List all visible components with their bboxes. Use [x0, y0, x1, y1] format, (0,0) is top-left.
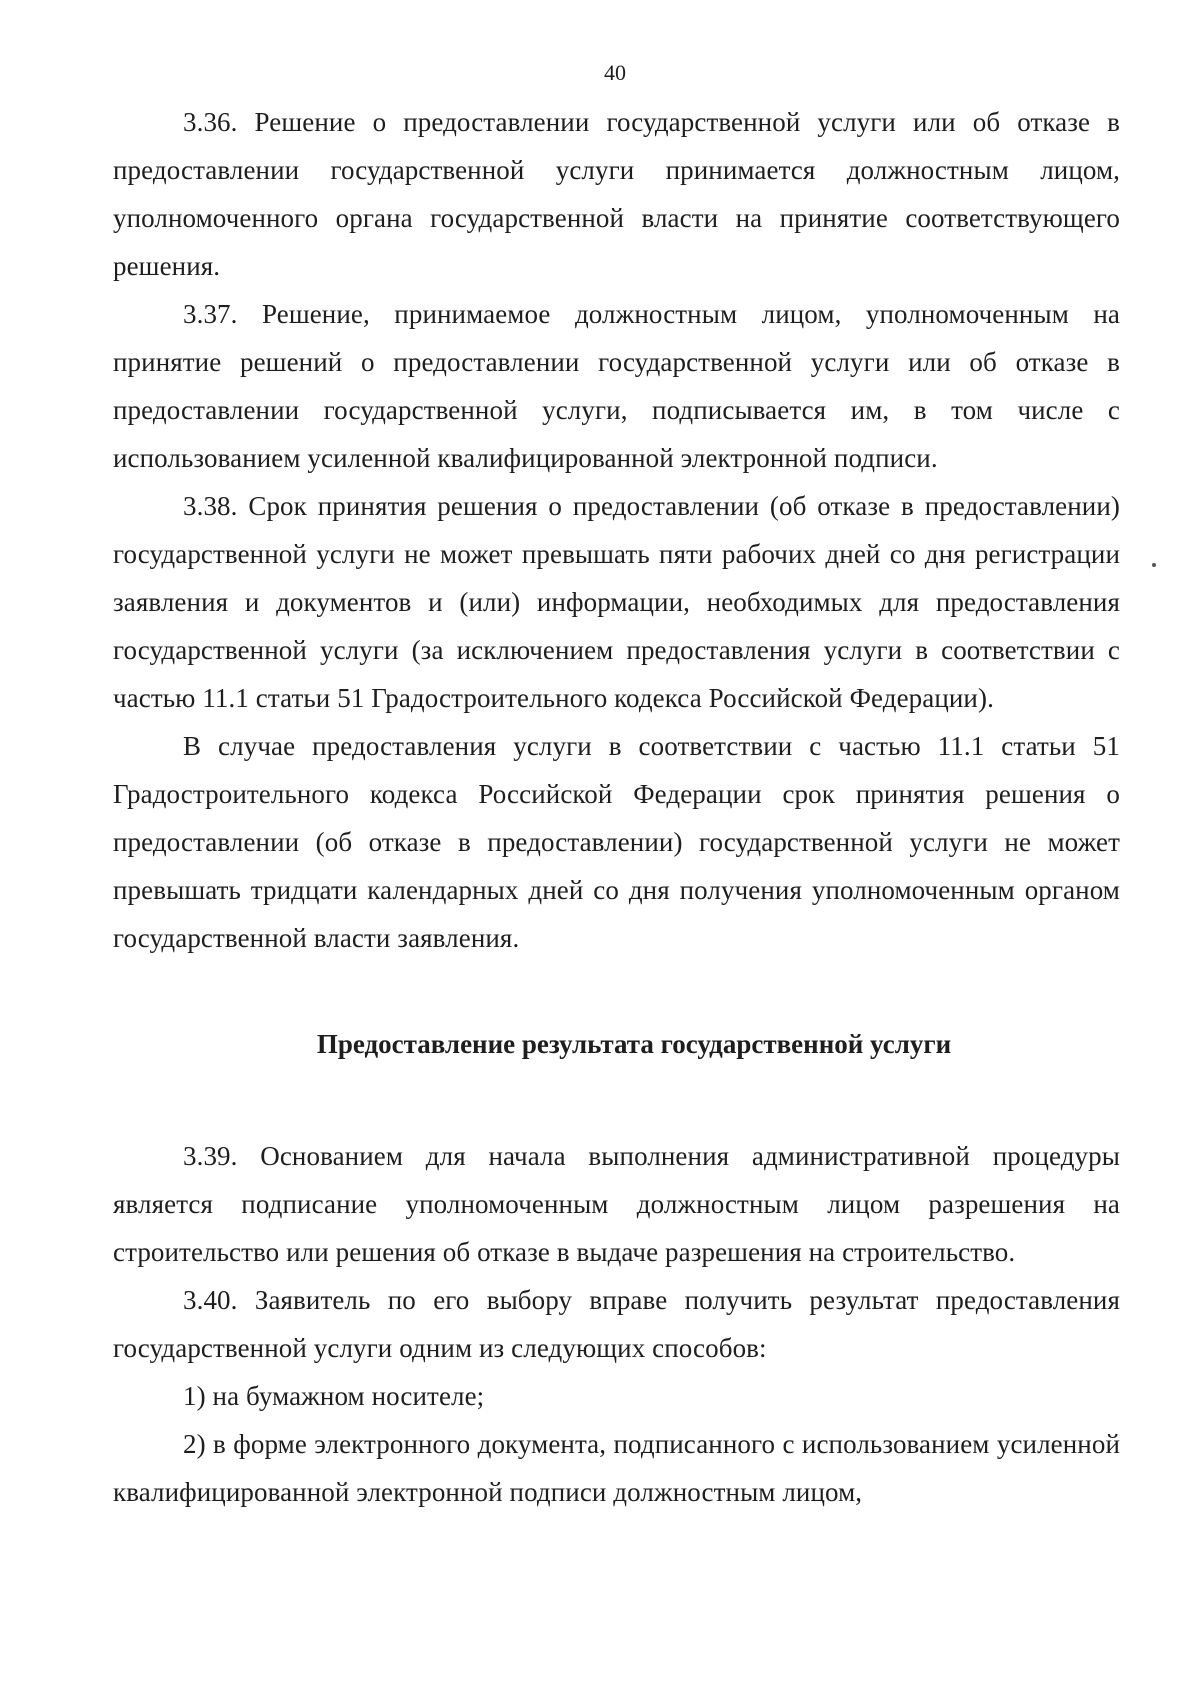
paragraph-3-39: 3.39. Основанием для начала выполнения административной процедуры является подписание уполномоченным должностным лицом разрешения на строительство или решения об отказе в выдаче разрешения на строительство. — [113, 1141, 1120, 1267]
list-item-paper: 1) на бумажном носителе; — [183, 1381, 485, 1411]
document-body — [113, 98, 1120, 1516]
scan-speck — [1152, 563, 1156, 567]
paragraph-3-36: 3.36. Решение о предоставлении государственной услуги или об отказе в предоставлении государственной услуги принимается должностным лицом, уполномоченного органа государственной власти на принятие соответствующего решения. — [113, 107, 1120, 281]
paragraph-3-37: 3.37. Решение, принимаемое должностным лицом, уполномоченным на принятие решений о предоставлении государственной услуги или об отказе в предоставлении государственной услуги, подписывается им, в том числе с использованием усиленной квалифицированной электронной подписи. — [113, 299, 1120, 473]
list-item-electronic: 2) в форме электронного документа, подписанного с использованием усиленной квалифицированной электронной подписи должностным лицом, — [113, 1429, 1120, 1507]
paragraph-3-40: 3.40. Заявитель по его выбору вправе получить результат предоставления государственной услуги одним из следующих способов: — [113, 1285, 1120, 1363]
paragraph-3-38-continuation: В случае предоставления услуги в соответствии с частью 11.1 статьи 51 Градостроительного кодекса Российской Федерации срок принятия решения о предоставлении (об отказе в предоставлении) государственной услуги не может превышать тридцати календарных дней со дня получения уполномоченным органом государственной власти заявления. — [113, 731, 1120, 953]
paragraph-3-38: 3.38. Срок принятия решения о предоставлении (об отказе в предоставлении) государственной услуги не может превышать пяти рабочих дней со дня регистрации заявления и документов и (или) информации, необходимых для предоставления государственной услуги (за исключением предоставления услуги в соответствии с частью 11.1 статьи 51 Градостроительного кодекса Российской Федерации). — [113, 491, 1120, 713]
page-number: 40 — [604, 60, 626, 85]
section-heading: Предоставление результата государственной услуги — [316, 1029, 952, 1059]
